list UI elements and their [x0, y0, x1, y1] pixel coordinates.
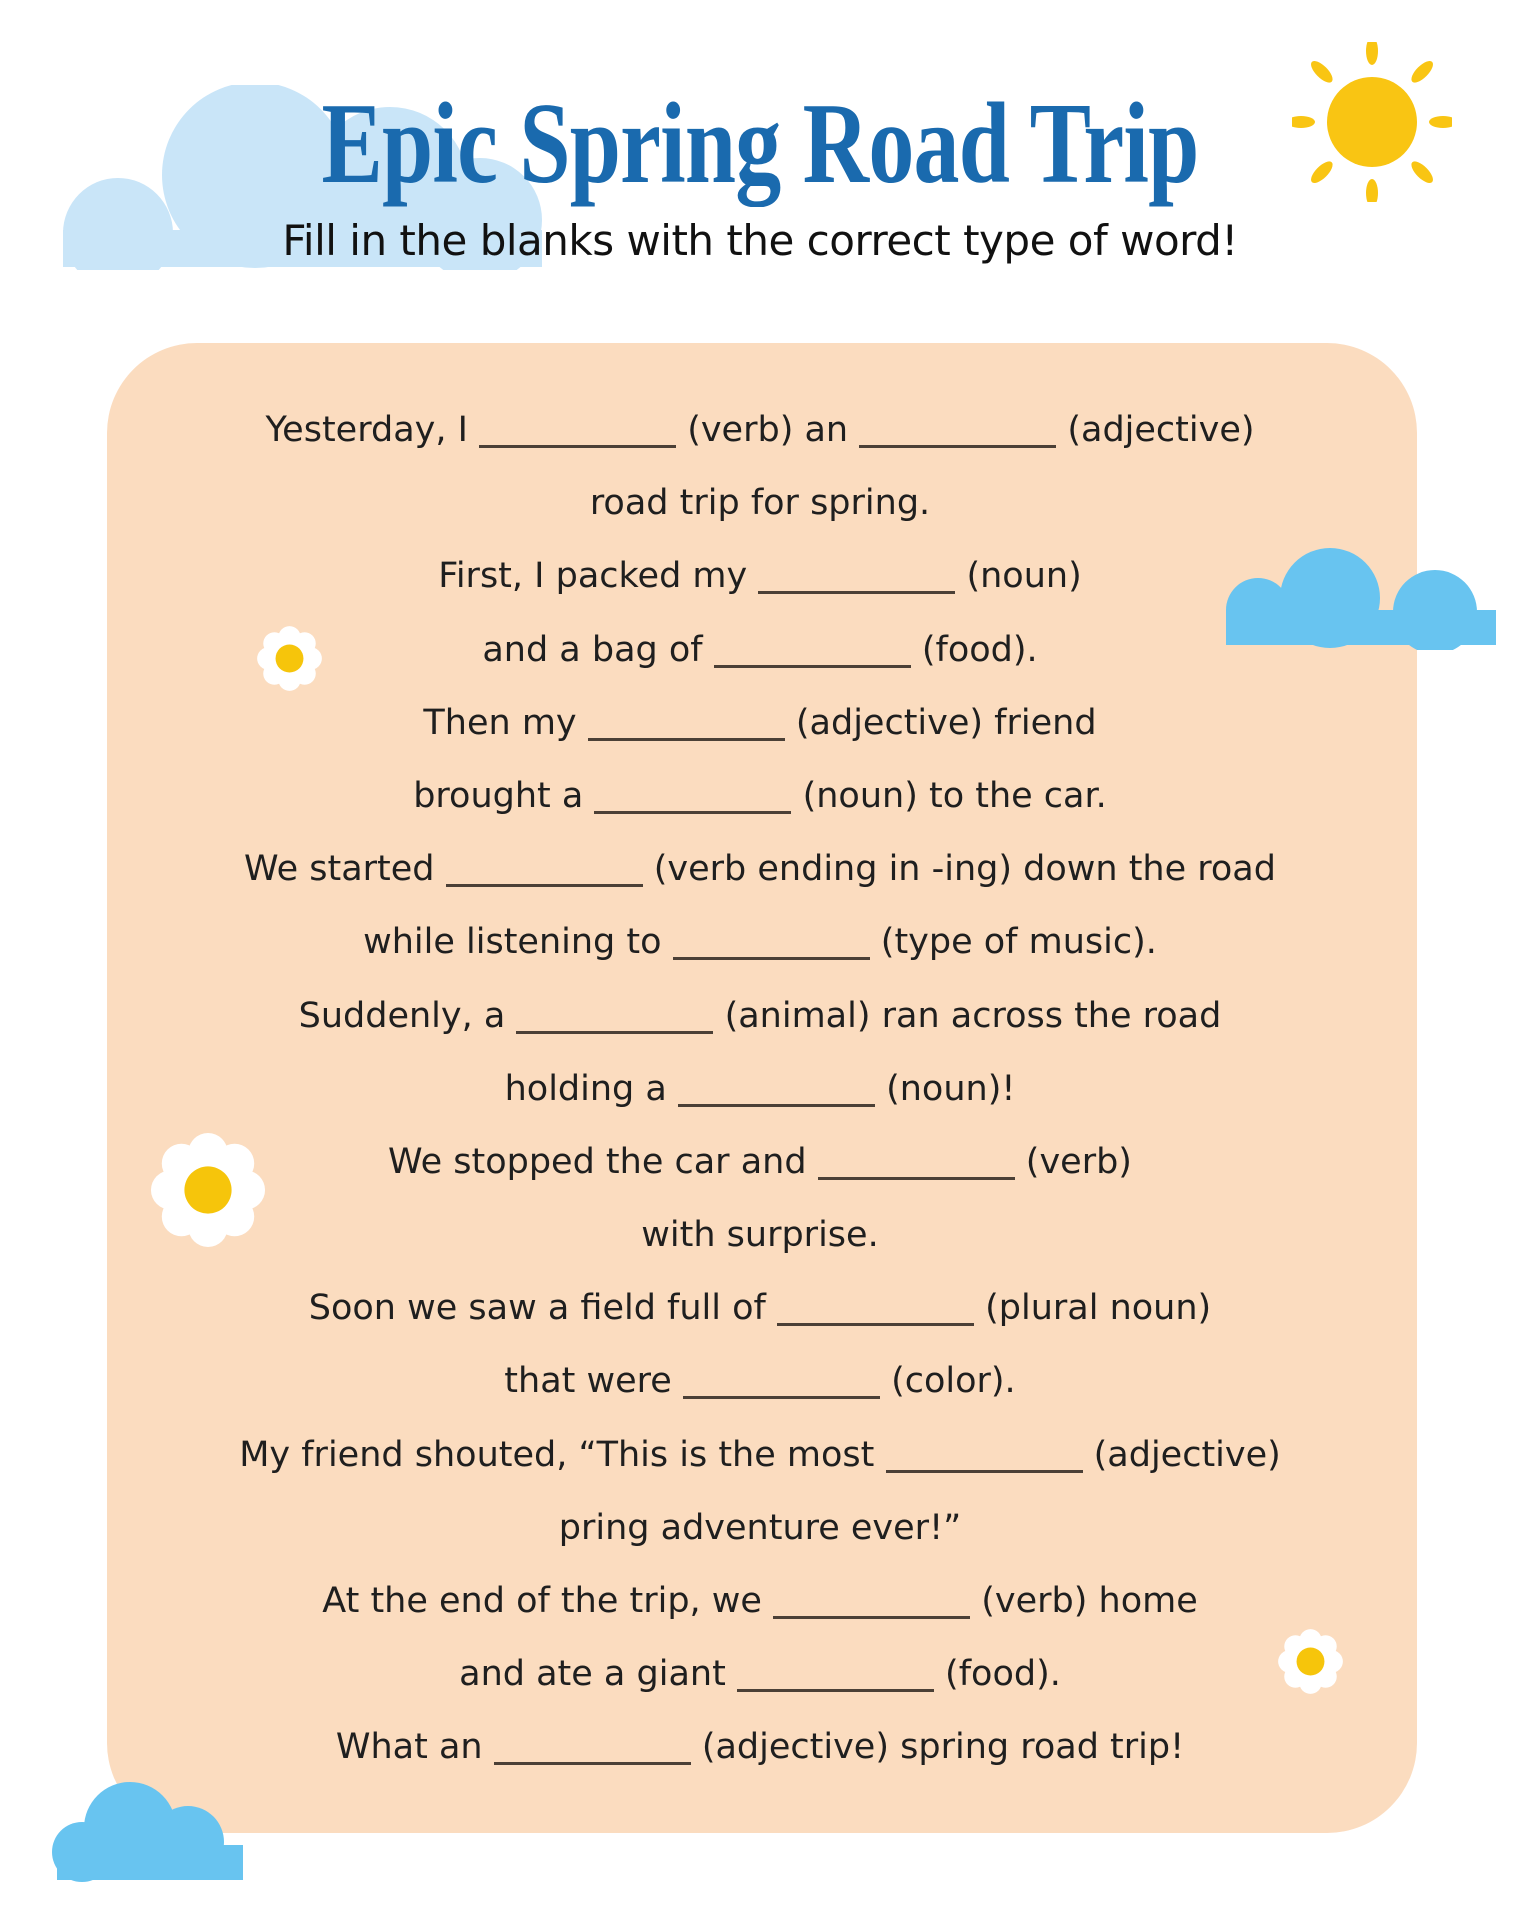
- fill-in-blank: [714, 635, 911, 668]
- story-line: [105, 980, 1415, 1053]
- story-text: and ate a giant: [459, 1654, 737, 1695]
- story-line: [105, 1199, 1415, 1272]
- story-line: [105, 906, 1415, 979]
- fill-in-blank: [859, 415, 1056, 448]
- story-line: [105, 1053, 1415, 1126]
- cloud-icon: [45, 1775, 255, 1885]
- story-text: (adjective): [1056, 410, 1255, 450]
- fill-in-blank: [516, 1001, 713, 1034]
- story-text: We stopped the car and: [388, 1141, 818, 1182]
- story-text: (verb): [1014, 1141, 1132, 1182]
- story-line: [105, 394, 1415, 467]
- story-text: (food).: [910, 629, 1038, 670]
- story-text: brought a: [413, 775, 595, 816]
- fill-in-blank: [773, 1586, 970, 1619]
- story-text: (animal) ran across the road: [713, 995, 1222, 1036]
- fill-in-blank: [479, 415, 676, 448]
- story-line: [105, 1419, 1415, 1492]
- story-text: road trip for spring.: [589, 483, 931, 524]
- story-line: [105, 540, 1415, 613]
- story-text: First, I packed my: [438, 556, 759, 597]
- story-line: [105, 1565, 1415, 1638]
- story-text: while listening to: [363, 922, 673, 963]
- story-line: [105, 833, 1415, 906]
- story-line: [105, 760, 1415, 833]
- story-line: [105, 1492, 1415, 1565]
- story-text: and a bag of: [482, 629, 714, 670]
- fill-in-blank: [678, 1074, 875, 1107]
- story-text: What an: [335, 1727, 494, 1768]
- story-text: (adjective) friend: [784, 702, 1097, 743]
- story-text: (verb) home: [970, 1581, 1198, 1621]
- story-text: pring adventure ever!”: [558, 1507, 962, 1548]
- story-text: (food).: [933, 1654, 1061, 1695]
- fill-in-blank: [673, 927, 870, 960]
- story-text: Soon we saw a field full of: [308, 1288, 777, 1329]
- story-line: [105, 1272, 1415, 1345]
- story-line: [105, 614, 1415, 687]
- story-text: Suddenly, a: [298, 995, 517, 1036]
- fill-in-blank: [594, 781, 791, 814]
- story-text: (verb) an: [676, 410, 860, 450]
- story-text: At the end of the trip, we: [322, 1581, 774, 1621]
- story-text: (noun): [955, 556, 1082, 597]
- story-line: [105, 467, 1415, 540]
- fill-in-blank: [758, 561, 955, 594]
- fill-in-blank: [683, 1366, 880, 1399]
- fill-in-blank: [494, 1732, 691, 1765]
- fill-in-blank: [588, 708, 785, 741]
- story-lines: [105, 394, 1415, 1785]
- story-text: (noun) to the car.: [791, 775, 1107, 816]
- story-text: (adjective): [1082, 1434, 1281, 1475]
- fill-in-blank: [737, 1659, 934, 1692]
- story-text: Then my: [423, 702, 588, 743]
- fill-in-blank: [446, 854, 643, 887]
- page-subtitle: Fill in the blanks with the correct type of word!: [282, 216, 1238, 265]
- story-text: My friend shouted, “This is the most: [239, 1434, 886, 1475]
- story-text: holding a: [504, 1068, 678, 1109]
- story-line: [105, 1638, 1415, 1711]
- story-text: (verb ending in -ing) down the road: [642, 849, 1276, 890]
- fill-in-blank: [818, 1147, 1015, 1180]
- story-line: [105, 1711, 1415, 1784]
- story-text: (type of music).: [869, 922, 1157, 963]
- story-text: (noun)!: [874, 1068, 1016, 1109]
- fill-in-blank: [777, 1293, 974, 1326]
- page-title: Epic Spring Road Trip: [321, 80, 1199, 207]
- story-text: We started: [244, 849, 446, 890]
- story-line: [105, 687, 1415, 760]
- story-text: (plural noun): [974, 1288, 1212, 1329]
- story-line: [105, 1345, 1415, 1418]
- story-text: with surprise.: [641, 1215, 879, 1256]
- story-text: (color).: [879, 1361, 1016, 1402]
- story-text: that were: [504, 1361, 683, 1402]
- fill-in-blank: [886, 1440, 1083, 1473]
- story-text: Yesterday, I: [265, 410, 480, 450]
- story-text: (adjective) spring road trip!: [690, 1727, 1185, 1768]
- story-line: [105, 1126, 1415, 1199]
